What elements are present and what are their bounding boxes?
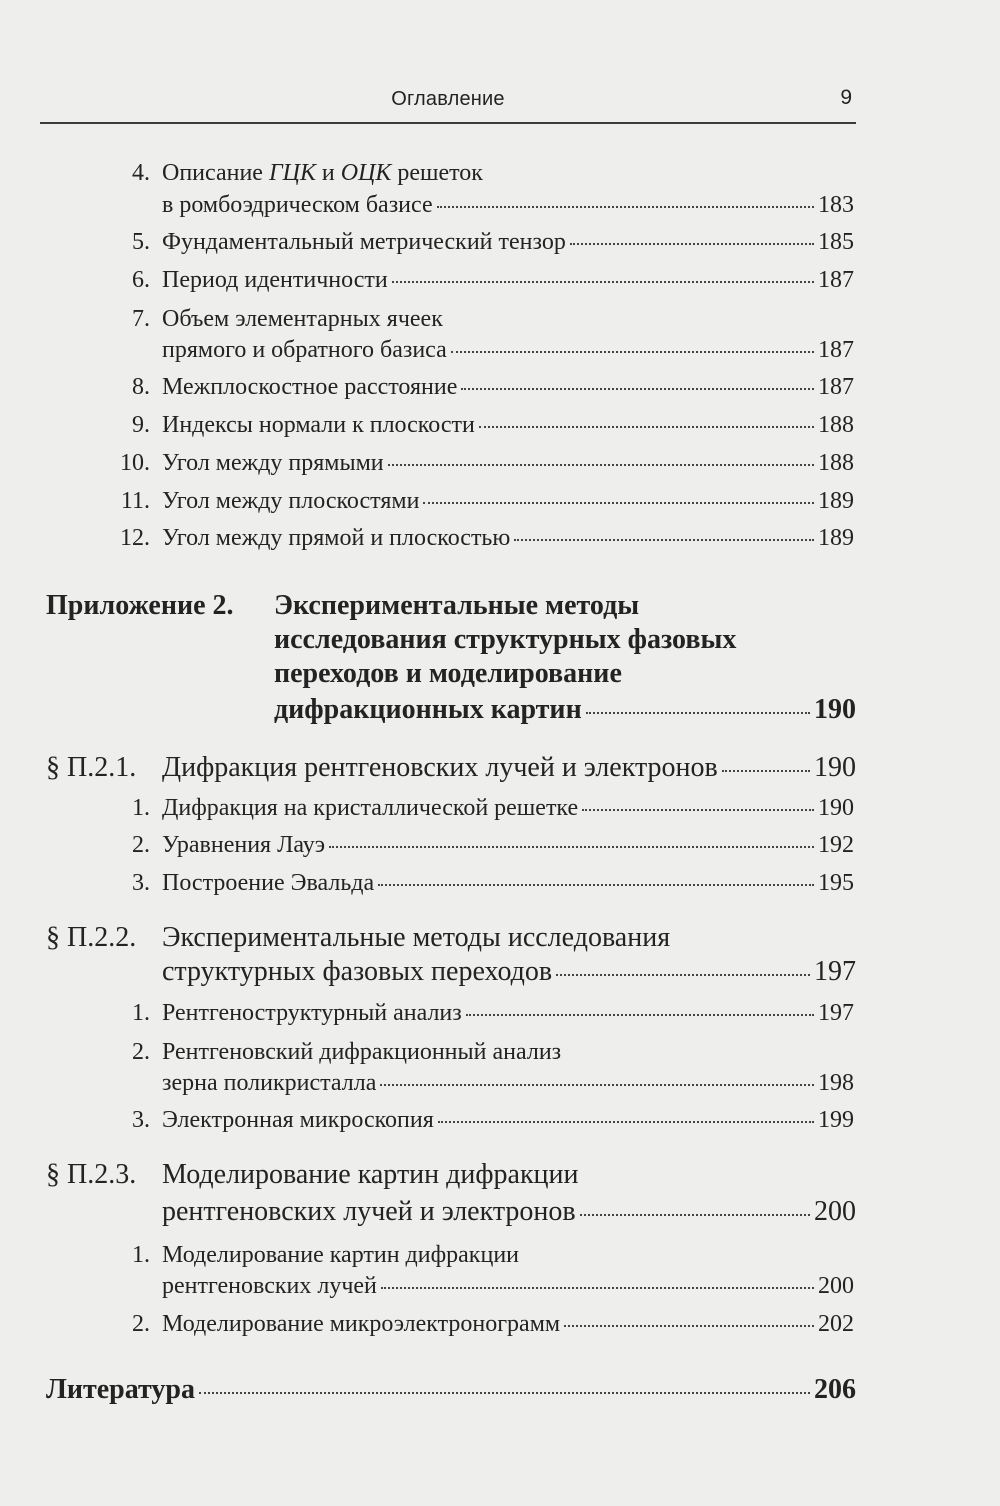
dot-leader xyxy=(586,712,810,714)
section-title: Дифракция рентгеновских лучей и электронов xyxy=(162,752,718,783)
entry-page: 199 xyxy=(818,1107,854,1133)
entry-page: 190 xyxy=(818,795,854,821)
dot-leader xyxy=(479,426,814,428)
entry-number: 3. xyxy=(132,1107,150,1133)
entry-title-line1: Объем элементарных ячеек xyxy=(162,306,443,332)
toc-entry[interactable] xyxy=(162,412,854,439)
section-page: 197 xyxy=(814,956,856,987)
dot-leader xyxy=(466,1014,814,1016)
literature-title: Литература xyxy=(46,1374,195,1405)
dot-leader xyxy=(461,388,814,390)
entry-number: 5. xyxy=(132,229,150,255)
entry-title: Уравнения Лауэ xyxy=(162,832,326,858)
entry-title: Межплоскостное расстояние xyxy=(162,374,458,400)
entry-title: Период идентичности xyxy=(162,267,388,293)
appendix-title-line2: исследования структурных фазовых xyxy=(274,624,737,655)
entry-title: прямого и обратного базиса xyxy=(162,337,447,363)
entry-title: Угол между плоскостями xyxy=(162,488,420,514)
dot-leader xyxy=(381,1287,814,1289)
entry-number: 11. xyxy=(120,488,150,514)
running-head-title: Оглавление xyxy=(391,88,505,110)
entry-page: 198 xyxy=(818,1070,854,1096)
entry-number: 4. xyxy=(132,160,150,186)
entry-number: 6. xyxy=(132,267,150,293)
entry-number: 2. xyxy=(132,1039,150,1065)
toc-entry[interactable] xyxy=(162,525,854,552)
entry-number: 1. xyxy=(132,1242,150,1268)
entry-page: 202 xyxy=(818,1311,854,1337)
entry-title: зерна поликристалла xyxy=(162,1070,377,1096)
entry-title: Дифракция на кристаллической решетке xyxy=(162,795,579,821)
entry-title: Рентгеноструктурный анализ xyxy=(162,1000,462,1026)
section-title: рентгеновских лучей и электронов xyxy=(162,1196,576,1227)
toc-entry[interactable] xyxy=(162,192,854,219)
dot-leader xyxy=(437,206,814,208)
toc-literature[interactable] xyxy=(46,1374,856,1406)
entry-page: 189 xyxy=(818,525,854,551)
entry-page: 187 xyxy=(818,374,854,400)
toc-entry[interactable] xyxy=(162,1000,854,1027)
toc-entry-appendix[interactable] xyxy=(274,694,856,726)
toc-entry[interactable] xyxy=(162,1107,854,1134)
section-label: § П.2.3. xyxy=(46,1159,137,1190)
entry-page: 197 xyxy=(818,1000,854,1026)
entry-page: 195 xyxy=(818,870,854,896)
entry-number: 9. xyxy=(132,412,150,438)
toc-entry[interactable] xyxy=(162,337,854,364)
section-label: § П.2.2. xyxy=(46,922,137,953)
toc-entry[interactable] xyxy=(162,267,854,294)
toc-entry[interactable] xyxy=(162,450,854,477)
entry-number: 12. xyxy=(120,525,150,551)
dot-leader xyxy=(580,1214,810,1216)
toc-entry[interactable] xyxy=(162,1273,854,1300)
dot-leader xyxy=(556,974,810,976)
entry-number: 1. xyxy=(132,1000,150,1026)
entry-number: 2. xyxy=(132,832,150,858)
literature-page: 206 xyxy=(814,1374,856,1405)
dot-leader xyxy=(423,502,814,504)
entry-title: Построение Эвальда xyxy=(162,870,375,896)
section-title: структурных фазовых переходов xyxy=(162,956,553,987)
toc-entry[interactable] xyxy=(162,870,854,897)
dot-leader xyxy=(564,1325,814,1327)
section-page: 190 xyxy=(814,752,856,783)
entry-page: 200 xyxy=(818,1273,854,1299)
entry-number: 1. xyxy=(132,795,150,821)
entry-page: 187 xyxy=(818,337,854,363)
dot-leader xyxy=(329,846,814,848)
appendix-label: Приложение 2. xyxy=(46,590,234,621)
entry-title: Индексы нормали к плоскости xyxy=(162,412,475,438)
entry-title: Угол между прямыми xyxy=(162,450,384,476)
toc-entry[interactable] xyxy=(162,229,854,256)
entry-number: 7. xyxy=(132,306,150,332)
dot-leader xyxy=(378,884,814,886)
toc-section[interactable] xyxy=(162,1196,856,1228)
entry-title-line1: Моделирование картин дифракции xyxy=(162,1242,519,1268)
dot-leader xyxy=(388,464,814,466)
entry-page: 185 xyxy=(818,229,854,255)
section-label: § П.2.1. xyxy=(46,752,137,783)
page-number: 9 xyxy=(840,86,852,109)
entry-title: в ромбоэдрическом базисе xyxy=(162,192,433,218)
entry-title-line1: Рентгеновский дифракционный анализ xyxy=(162,1039,562,1065)
dot-leader xyxy=(722,770,810,772)
entry-number: 3. xyxy=(132,870,150,896)
entry-title-line1: Описание ГЦК и ОЦК решеток xyxy=(162,160,483,186)
entry-page: 192 xyxy=(818,832,854,858)
section-title-line1: Экспериментальные методы исследования xyxy=(162,922,671,953)
entry-title: дифракционных картин xyxy=(274,694,582,725)
dot-leader xyxy=(451,351,814,353)
toc-section[interactable] xyxy=(162,956,856,988)
toc-entry[interactable] xyxy=(162,1070,854,1097)
entry-title: Угол между прямой и плоскостью xyxy=(162,525,511,551)
entry-page: 183 xyxy=(818,192,854,218)
entry-title: Электронная микроскопия xyxy=(162,1107,434,1133)
toc-entry[interactable] xyxy=(162,832,854,859)
appendix-title-line1: Экспериментальные методы xyxy=(274,590,640,621)
dot-leader xyxy=(380,1084,814,1086)
dot-leader xyxy=(582,809,814,811)
entry-title: Фундаментальный метрический тензор xyxy=(162,229,566,255)
entry-page: 187 xyxy=(818,267,854,293)
dot-leader xyxy=(438,1121,814,1123)
entry-title: Моделирование микроэлектронограмм xyxy=(162,1311,561,1337)
section-title-line1: Моделирование картин дифракции xyxy=(162,1159,579,1190)
entry-number: 8. xyxy=(132,374,150,400)
entry-page: 188 xyxy=(818,450,854,476)
dot-leader xyxy=(392,281,814,283)
entry-number: 10. xyxy=(120,450,150,476)
entry-page: 190 xyxy=(814,694,856,725)
toc-entry[interactable] xyxy=(162,1311,854,1338)
running-head xyxy=(40,86,856,124)
dot-leader xyxy=(514,539,814,541)
entry-title: рентгеновских лучей xyxy=(162,1273,377,1299)
dot-leader xyxy=(199,1392,810,1394)
toc-entry[interactable] xyxy=(162,488,854,515)
toc-entry[interactable] xyxy=(162,795,854,822)
section-page: 200 xyxy=(814,1196,856,1227)
toc-entry[interactable] xyxy=(162,374,854,401)
entry-page: 189 xyxy=(818,488,854,514)
entry-page: 188 xyxy=(818,412,854,438)
toc-section[interactable] xyxy=(162,752,856,784)
appendix-title-line3: переходов и моделирование xyxy=(274,658,622,689)
entry-number: 2. xyxy=(132,1311,150,1337)
dot-leader xyxy=(570,243,814,245)
